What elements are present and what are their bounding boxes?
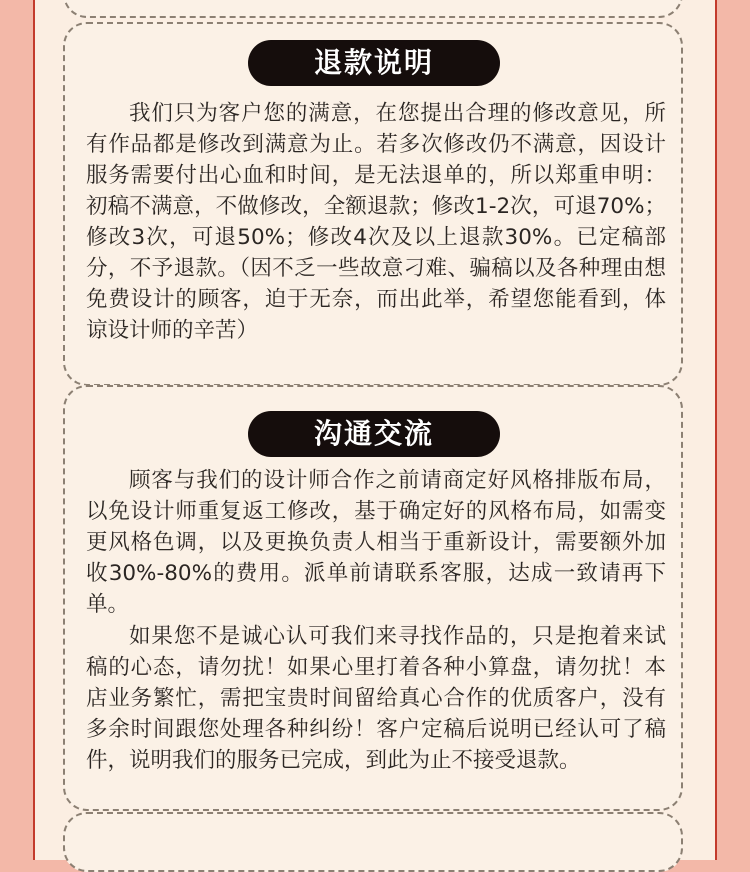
refund-policy-title: 退款说明 [248,40,500,86]
next-section-card [63,812,683,872]
communication-title: 沟通交流 [248,411,500,457]
communication-card [63,385,683,811]
communication-paragraph-2: 如果您不是诚心认可我们来寻找作品的，只是抱着来试稿的心态，请勿扰！如果心里打着各种小算盘，请勿扰！本店业务繁忙，需把宝贵时间留给真心合作的优质客户，没有多余时间跟您处理各种纠纷！客户定稿后说明已经认可了稿件，说明我们的服务已完成，到此为止不接受退款。 [86,624,666,773]
refund-policy-text: 我们只为客户您的满意，在您提出合理的修改意见，所有作品都是修改到满意为止。若多次修改仍不满意，因设计服务需要付出心血和时间，是无法退单的，所以郑重申明：初稿不满意，不做修改，全额退款；修改1-2次，可退70%；修改3次，可退50%；修改4次及以上退款30%。已定稿部分，不予退款。（因不乏一些故意刁难、骗稿以及各种理由想免费设计的顾客，迫于无奈，而出此举，希望您能看到，体谅设计师的辛苦） [86,101,666,343]
communication-paragraph-1: 顾客与我们的设计师合作之前请商定好风格排版布局，以免设计师重复返工修改，基于确定好的风格布局，如需变更风格色调，以及更换负责人相当于重新设计，需要额外加收30%-80%的费用。派单前请联系客服，达成一致请再下单。 [86,468,666,617]
refund-policy-card [63,22,683,386]
previous-section-card [63,0,683,18]
